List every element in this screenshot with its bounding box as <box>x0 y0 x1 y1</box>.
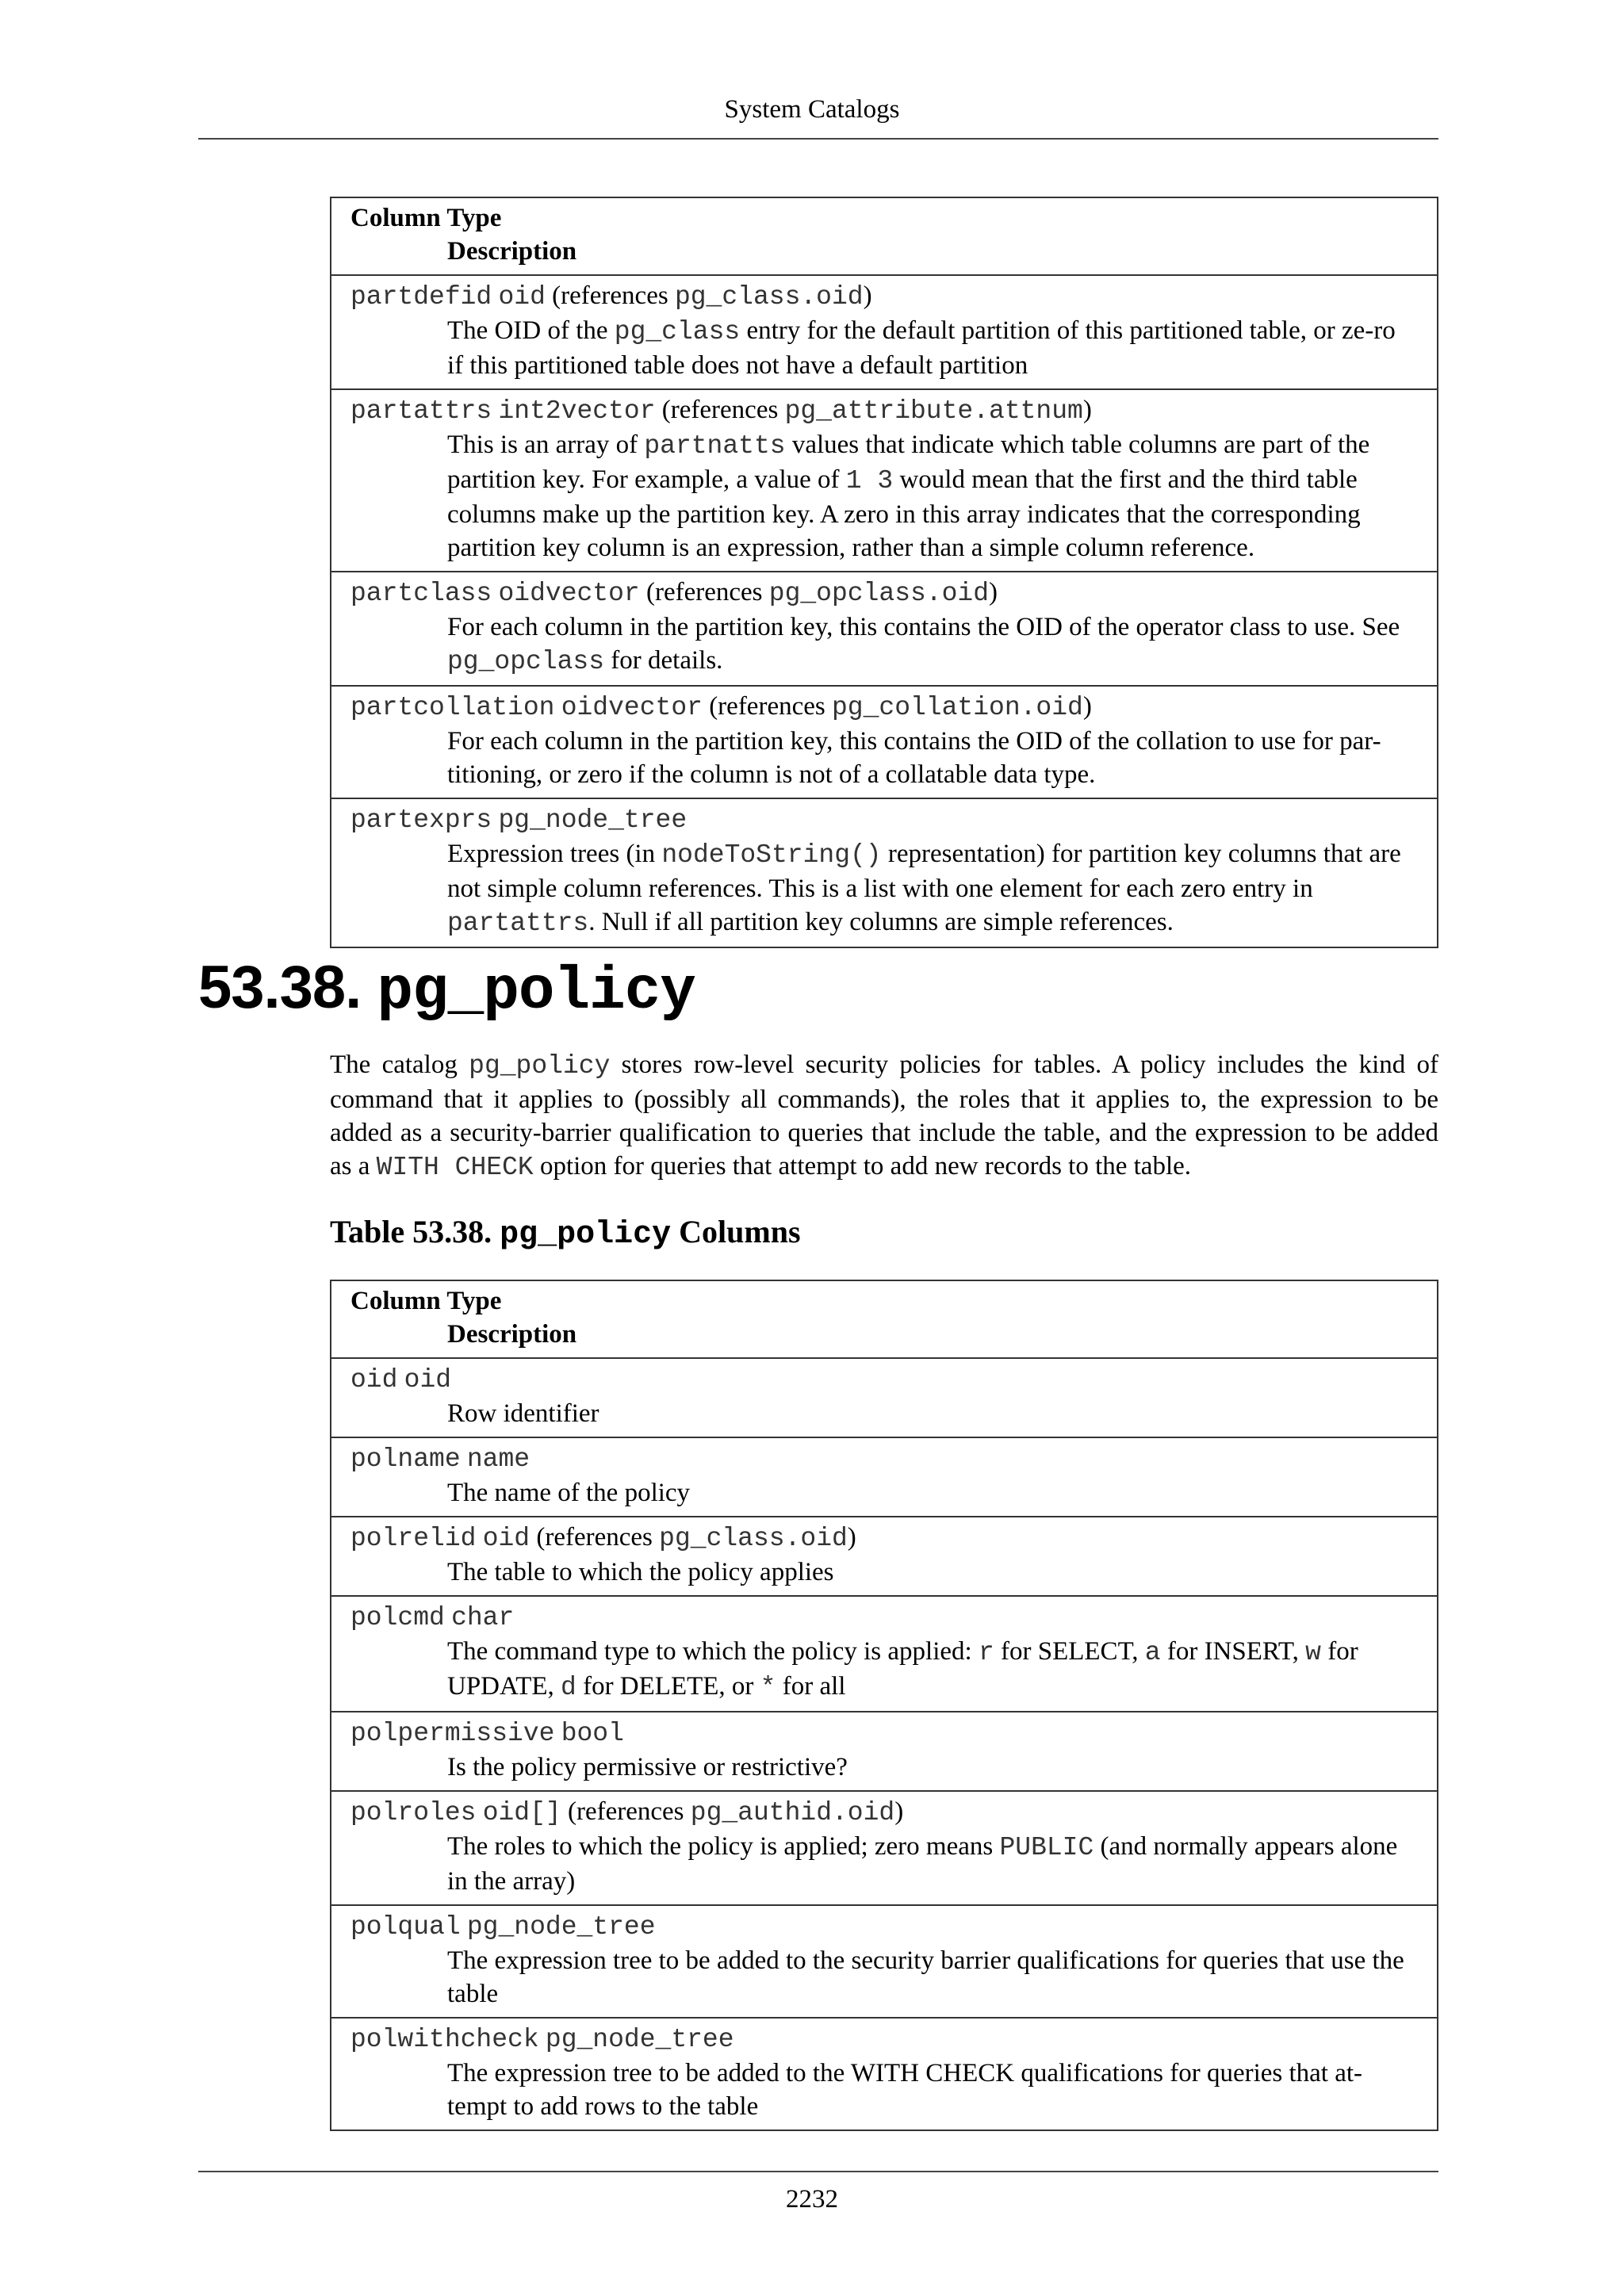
column-name: partattrs <box>350 396 492 426</box>
column-description: The command type to which the policy is applied: r for SELECT, a for INSERT, w for UPDATE, d for DELETE, or * for all <box>447 1637 1358 1702</box>
column-type: int2vector <box>498 396 656 426</box>
column-name: polwithcheck <box>350 2025 539 2054</box>
reference-link[interactable]: pg_opclass.oid <box>768 579 990 608</box>
table-caption: Table 53.38. pg_policy Columns <box>330 1214 801 1253</box>
column-type: pg_node_tree <box>498 806 688 835</box>
reference-link[interactable]: pg_collation.oid <box>831 693 1083 722</box>
pg-policy-columns-table <box>330 1280 1438 2131</box>
column-type: name <box>466 1445 530 1474</box>
column-name: polroles <box>350 1798 477 1827</box>
description-heading: Description <box>447 1320 577 1349</box>
column-description: Expression trees (in nodeToString() representation) for partition key columns that are not simple column references. This is a list with one element for each zero entry in partattrs. Null if all partition key columns are simple references. <box>447 840 1401 938</box>
column-description: Is the policy permissive or restrictive? <box>447 1753 848 1781</box>
column-name: polname <box>350 1445 461 1474</box>
table-row <box>331 1905 1438 2018</box>
table-header-row <box>331 197 1438 275</box>
reference-link[interactable]: pg_attribute.attnum <box>784 396 1083 426</box>
column-name: partcollation <box>350 693 555 722</box>
column-description: The table to which the policy applies <box>447 1558 834 1586</box>
table-row: polrelid oid (references pg_class.oid) The table to which the policy applies <box>331 1517 1438 1596</box>
intro-paragraph: The catalog pg_policy stores row-level security policies for tables. A policy includes the kind of command that it applies to (possibly all commands), the roles that it applies to, the expression to be added as a security-barrier qualification to queries that include the table, and the expression to be added as a WITH CHECK option for queries that attempt to add new records to the table. <box>330 1050 1438 1182</box>
section-heading: 53.38. pg_policy <box>198 954 695 1026</box>
column-name: polcmd <box>350 1603 445 1632</box>
column-name: oid <box>350 1365 398 1395</box>
column-description: This is an array of partnatts values that indicate which table columns are part of the partition key. For example, a value of 1 3 would mean that the first and the third table columns make up the partition key. A zero in this array indicates that the corresponding partition key column is an expression, rather than a simple column reference. <box>447 430 1370 562</box>
column-type: oid <box>498 282 546 312</box>
partitioned-table-columns <box>330 197 1438 948</box>
column-description: The expression tree to be added to the security barrier qualifications for queries that use the table <box>447 1946 1404 2008</box>
column-type: char <box>451 1603 515 1632</box>
column-name: polrelid <box>350 1524 477 1553</box>
table-row: polroles oid[] (references pg_authid.oid) The roles to which the policy is applied; zero means PUBLIC (and normally appears alone in the array) <box>331 1791 1438 1905</box>
column-type: bool <box>561 1719 624 1748</box>
reference-link[interactable]: pg_class.oid <box>674 282 864 312</box>
column-name: partclass <box>350 579 492 608</box>
running-header: System Catalogs <box>724 95 900 124</box>
column-type: pg_node_tree <box>545 2025 734 2054</box>
inline-link[interactable]: pg_opclass <box>447 647 605 676</box>
column-name: polpermissive <box>350 1719 555 1748</box>
table-row <box>331 1596 1438 1712</box>
column-name: polqual <box>350 1912 461 1942</box>
column-description: The expression tree to be added to the WITH CHECK qualifications for queries that at-tempt to add rows to the table <box>447 2059 1363 2121</box>
table-row <box>331 1437 1438 1517</box>
table-row: partdefid oid (references pg_class.oid) The OID of the pg_class entry for the default partition of this partitioned table, or ze-ro if this partitioned table does not have a default partition <box>331 275 1438 389</box>
column-name: partexprs <box>350 806 492 835</box>
table-row: partclass oidvector (references pg_opclass.oid) For each column in the partition key, this contains the OID of the operator class to use. See pg_opclass for details. <box>331 572 1438 686</box>
table-row <box>331 2018 1438 2130</box>
column-name: partdefid <box>350 282 492 312</box>
table-row <box>331 1712 1438 1791</box>
column-description: For each column in the partition key, this contains the OID of the collation to use for par-titioning, or zero if the column is not of a collatable data type. <box>447 727 1381 789</box>
column-type: oid <box>482 1524 530 1553</box>
reference-link[interactable]: pg_authid.oid <box>690 1798 895 1827</box>
column-description: For each column in the partition key, this contains the OID of the operator class to use. See pg_opclass for details. <box>447 613 1400 676</box>
table-row: partcollation oidvector (references pg_collation.oid) For each column in the partition key, this contains the OID of the collation to use for par-titioning, or zero if the column is not of a collatable data type. <box>331 686 1438 798</box>
column-type: oidvector <box>561 693 703 722</box>
column-type: pg_node_tree <box>466 1912 656 1942</box>
column-description: The name of the policy <box>447 1479 691 1507</box>
table-row <box>331 1358 1438 1437</box>
description-heading: Description <box>447 237 577 266</box>
column-type: oid <box>404 1365 452 1395</box>
column-type-heading: Column Type <box>350 1287 502 1315</box>
column-description: The OID of the pg_class entry for the default partition of this partitioned table, or ze-ro if this partitioned table does not have a default partition <box>447 316 1396 380</box>
page-number: 2232 <box>786 2185 838 2214</box>
table-header-row <box>331 1280 1438 1358</box>
column-type: oidvector <box>498 579 640 608</box>
column-description: Row identifier <box>447 1399 599 1428</box>
column-description: The roles to which the policy is applied; zero means PUBLIC (and normally appears alone in the array) <box>447 1832 1398 1896</box>
table-row: partattrs int2vector (references pg_attribute.attnum) This is an array of partnatts values that indicate which table columns are part of the partition key. For example, a value of 1 3 would mean that the first and the third table columns make up the partition key. A zero in this array indicates that the corresponding partition key column is an expression, rather than a simple column reference. <box>331 389 1438 572</box>
reference-link[interactable]: pg_class.oid <box>659 1524 848 1553</box>
column-type-heading: Column Type <box>350 204 502 232</box>
header-rule <box>198 138 1438 140</box>
footer-rule <box>198 2171 1438 2172</box>
table-row <box>331 798 1438 947</box>
column-type: oid[] <box>482 1798 561 1827</box>
